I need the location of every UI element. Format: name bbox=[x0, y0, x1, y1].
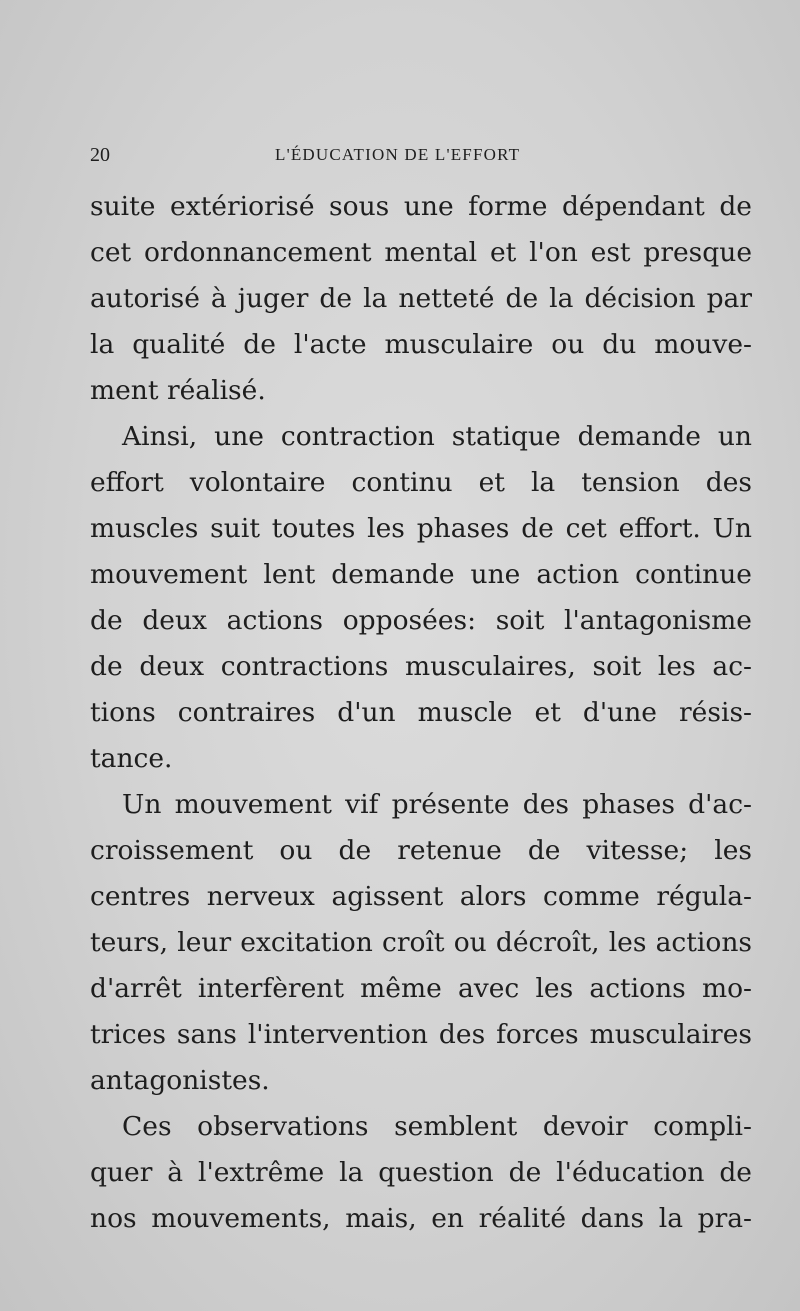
text-line: tance. bbox=[90, 743, 173, 774]
text-line: teurs, leur excitation croît ou décroît, les actions bbox=[90, 927, 752, 958]
text-line: la qualité de l'acte musculaire ou du mouve- bbox=[90, 329, 752, 360]
text-line: croissement ou de retenue de vitesse; les bbox=[90, 835, 752, 866]
text-line: trices sans l'intervention des forces musculaires bbox=[90, 1019, 752, 1050]
text-line: quer à l'extrême la question de l'éducation de bbox=[90, 1157, 752, 1188]
text-line: de deux actions opposées: soit l'antagonisme bbox=[90, 605, 752, 636]
page-number: 20 bbox=[90, 144, 110, 166]
paragraph-start-line: Ces observations semblent devoir compli- bbox=[122, 1111, 752, 1142]
text-line: autorisé à juger de la netteté de la décision par bbox=[90, 283, 752, 314]
text-line: mouvement lent demande une action continue bbox=[90, 559, 752, 590]
text-line: effort volontaire continu et la tension des bbox=[90, 467, 752, 498]
text-line: d'arrêt interfèrent même avec les actions mo- bbox=[90, 973, 752, 1004]
body-text bbox=[90, 184, 752, 1242]
page-header bbox=[90, 140, 750, 170]
text-line: suite extériorisé sous une forme dépendant de bbox=[90, 191, 752, 222]
running-title: L'ÉDUCATION DE L'EFFORT bbox=[275, 145, 521, 164]
text-line: centres nerveux agissent alors comme régula- bbox=[90, 881, 752, 912]
paragraph-start-line: Ainsi, une contraction statique demande un bbox=[122, 421, 752, 452]
text-line: de deux contractions musculaires, soit les ac- bbox=[90, 651, 752, 682]
text-line: tions contraires d'un muscle et d'une résis- bbox=[90, 697, 752, 728]
text-line: muscles suit toutes les phases de cet effort. Un bbox=[90, 513, 752, 544]
text-line: antagonistes. bbox=[90, 1065, 270, 1096]
text-line: ment réalisé. bbox=[90, 375, 266, 406]
paragraph-start-line: Un mouvement vif présente des phases d'ac- bbox=[122, 789, 752, 820]
text-line: nos mouvements, mais, en réalité dans la pra- bbox=[90, 1203, 752, 1234]
text-line: cet ordonnancement mental et l'on est presque bbox=[90, 237, 752, 268]
